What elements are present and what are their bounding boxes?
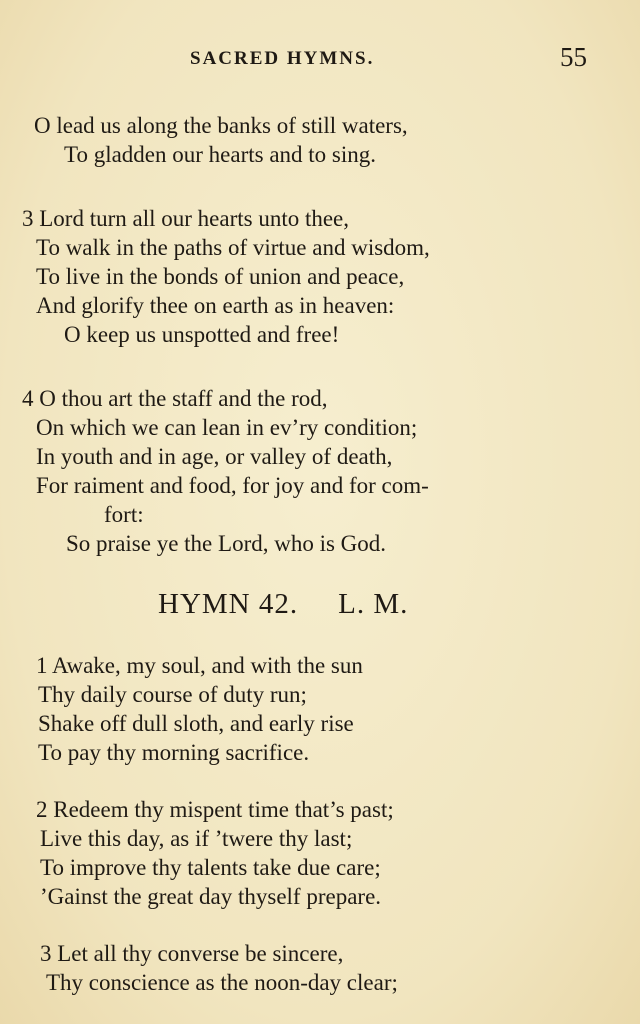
verse-line: ’Gainst the great day thyself prepare. [40, 884, 382, 909]
verse-line: 4 O thou art the staff and the rod, [22, 386, 328, 411]
verse-line: So praise ye the Lord, who is God. [66, 531, 387, 556]
verse-line: For raiment and food, for joy and for com- [36, 473, 429, 498]
verse-line: 3 Let all thy converse be sincere, [40, 941, 344, 966]
verse-line: Thy conscience as the noon-day clear; [46, 970, 398, 995]
verse-line: O keep us unspotted and free! [64, 322, 340, 347]
hymn-number: HYMN 42. [158, 588, 299, 620]
verse-line: fort: [104, 502, 144, 527]
verse-line: And glorify thee on earth as in heaven: [36, 293, 395, 318]
verse-line: To gladden our hearts and to sing. [64, 142, 377, 167]
verse-line: 3 Lord turn all our hearts unto thee, [22, 206, 350, 231]
verse-line: O lead us along the banks of still waters, [34, 113, 408, 138]
running-header: SACRED HYMNS. [190, 48, 375, 69]
verse-line: To pay thy morning sacrifice. [38, 740, 310, 765]
verse-line: To walk in the paths of virtue and wisdom, [36, 235, 430, 260]
verse-line: To live in the bonds of union and peace, [36, 264, 405, 289]
verse-line: On which we can lean in ev’ry condition; [36, 415, 418, 440]
verse-line: Live this day, as if ’twere thy last; [40, 826, 353, 851]
verse-line: Thy daily course of duty run; [38, 682, 307, 707]
hymn-heading [158, 588, 408, 621]
verse-line: To improve thy talents take due care; [40, 855, 381, 880]
verse-line: In youth and in age, or valley of death, [36, 444, 393, 469]
verse-line: Shake off dull sloth, and early rise [38, 711, 354, 736]
page-number: 55 [560, 42, 587, 72]
verse-line: 2 Redeem thy mispent time that’s past; [36, 797, 394, 822]
hymn-meter: L. M. [338, 588, 409, 620]
verse-line: 1 Awake, my soul, and with the sun [36, 653, 363, 678]
